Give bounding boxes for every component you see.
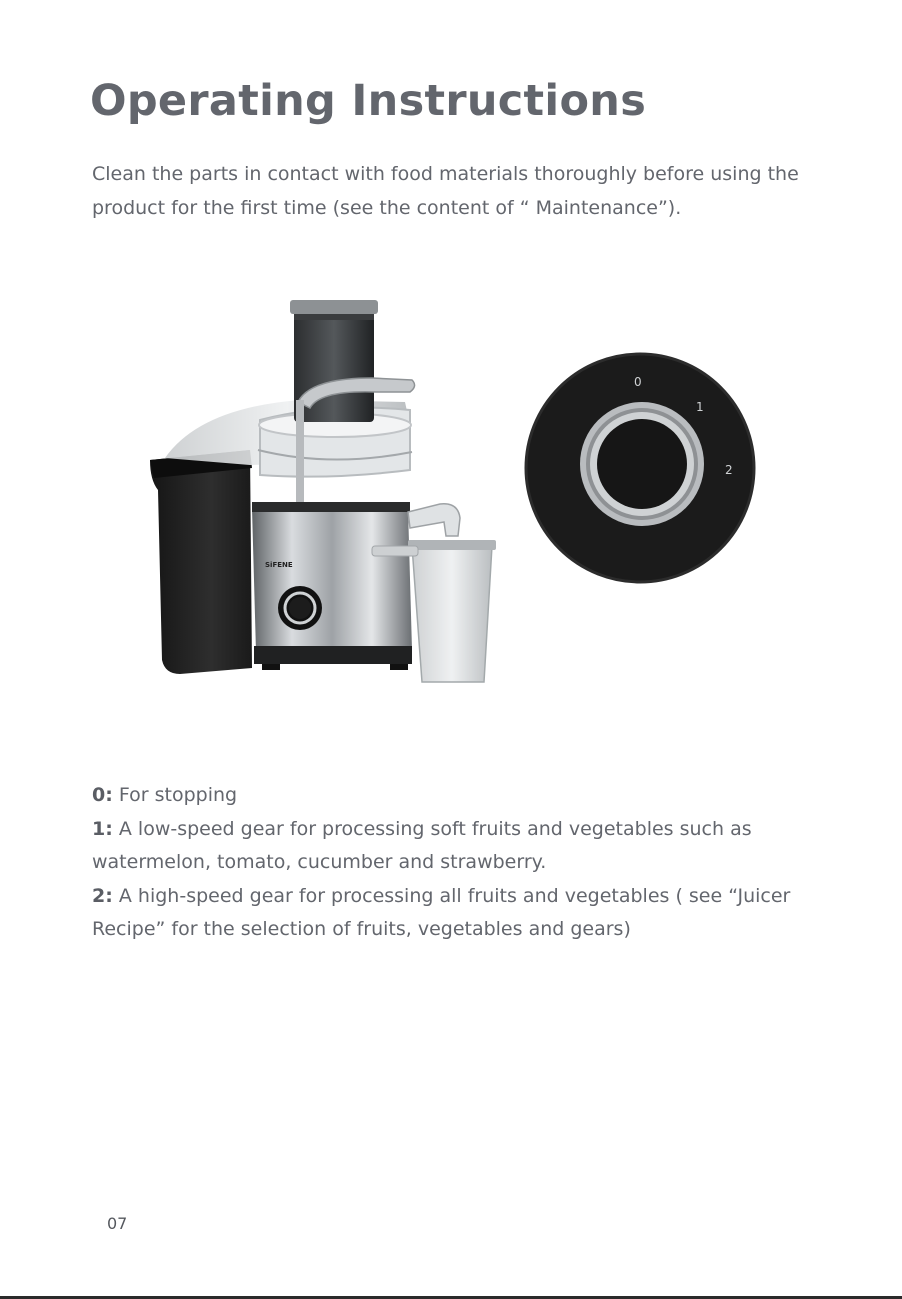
gear-key: 1: <box>92 817 113 840</box>
dial-label-0: 0 <box>634 375 642 389</box>
gear-text: A low-speed gear for processing soft fruits and vegetables such as watermelon, tomato, cucumber and strawberry. <box>92 817 752 873</box>
gear-item-0 <box>92 779 822 813</box>
dial-knob <box>597 419 687 509</box>
gear-descriptions <box>92 779 822 947</box>
speed-dial-image <box>524 352 756 584</box>
juice-spout <box>408 504 460 536</box>
brand-label: SiFENE <box>265 561 293 569</box>
pulp-container <box>150 450 252 674</box>
gear-item-2 <box>92 880 822 947</box>
gear-key: 2: <box>92 884 113 907</box>
intro-paragraph: Clean the parts in contact with food materials thoroughly before using the product for the first time (see the content of “ Maintenance”). <box>92 163 799 219</box>
gear-text: A high-speed gear for processing all fruits and vegetables ( see “Juicer Recipe” for the selection of fruits, vegetables and gears) <box>92 884 791 940</box>
gear-text: For stopping <box>118 784 238 806</box>
motor-base <box>252 502 412 670</box>
dial-label-1: 1 <box>696 400 704 414</box>
juicer-product-image <box>140 290 520 690</box>
gear-key: 0: <box>92 784 113 806</box>
page-number: 07 <box>107 1214 128 1233</box>
gear-item-1 <box>92 813 822 880</box>
page-title: Operating Instructions <box>90 76 647 126</box>
dial-label-2: 2 <box>725 463 733 477</box>
